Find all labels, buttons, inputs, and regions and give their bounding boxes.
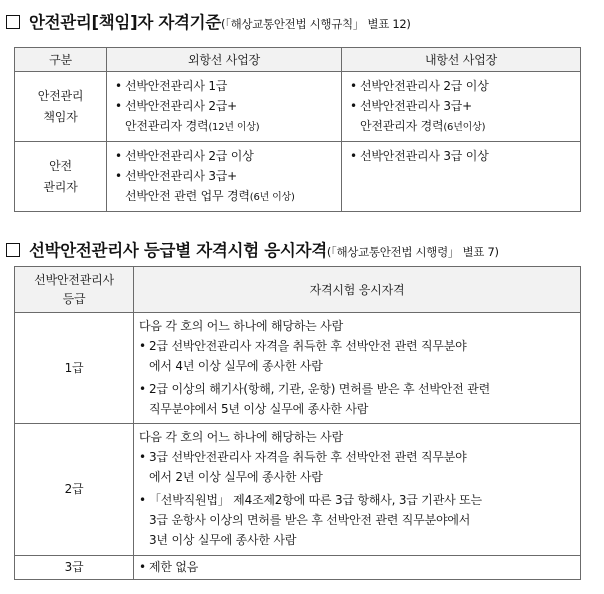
coastal-cell xyxy=(342,72,581,142)
table-row xyxy=(15,142,581,212)
list-item: • 선박안전관리사 2급 이상 xyxy=(350,76,574,96)
header-grade: 선박안전관리사 등급 xyxy=(15,267,134,313)
qualification-cell: 다음 각 호의 어느 하나에 해당하는 사람 • 2급 선박안전관리사 자격을 취득한 후 선박안전 관련 직무분야 에서 4년 이상 실무에 종사한 사람 • 2급 이상의 해기사(항해, 기관, 운항) 면허를 받은 후 선박안전 관련 직무분야에서 5년 이상 실무에 종사한 사람 xyxy=(134,313,581,424)
grade-cell: 1급 xyxy=(15,313,134,424)
qualification-cell xyxy=(134,556,581,580)
checkbox-square-icon xyxy=(6,243,20,257)
ocean-cell xyxy=(107,142,342,212)
table-row xyxy=(15,72,581,142)
section2-heading xyxy=(6,237,499,261)
list-item: • 선박안전관리사 1급 xyxy=(115,76,335,96)
header-coastal: 내항선 사업장 xyxy=(342,48,581,72)
list-item: • 선박안전관리사 3급+ xyxy=(115,166,335,186)
list-item: • 선박안전관리사 2급 이상 xyxy=(115,146,335,166)
section2-title: 선박안전관리사 등급별 자격시험 응시자격 xyxy=(29,241,327,260)
section2-table xyxy=(14,266,581,580)
list-item: • 2급 선박안전관리사 자격을 취득한 후 선박안전 관련 직무분야 에서 4년 이상 실무에 종사한 사람 xyxy=(139,336,574,376)
list-item: • 선박안전관리사 2급+ xyxy=(115,96,335,116)
checkbox-square-icon xyxy=(6,15,20,29)
list-item-continuation: 안전관리자 경력(6년이상) xyxy=(360,119,486,133)
coastal-cell xyxy=(342,142,581,212)
list-item-continuation: 안전관리자 경력(12년 이상) xyxy=(125,119,260,133)
list-item: • 선박안전관리사 3급+ xyxy=(350,96,574,116)
ocean-cell xyxy=(107,72,342,142)
table-row xyxy=(15,313,581,424)
header-category: 구분 xyxy=(15,48,107,72)
table-row xyxy=(15,556,581,580)
list-item: • 「선박직원법」 제4조제2항에 따른 3급 항해사, 3급 기관사 또는 3급 운항사 이상의 면허를 받은 후 선박안전 관련 직무분야에서 3년 이상 실무에 종사한 사람 xyxy=(139,490,574,550)
row-label: 안전관리 책임자 xyxy=(15,72,107,142)
qualification-cell: 다음 각 호의 어느 하나에 해당하는 사람 • 3급 선박안전관리사 자격을 취득한 후 선박안전 관련 직무분야 에서 2년 이상 실무에 종사한 사람 • 「선박직원법」 제4조제2항에 따른 3급 항해사, 3급 기관사 또는 3급 운항사 이상의 면허를 받은 후 선박안전 관련 직무분야에서 3년 이상 실무에 종사한 사람 xyxy=(134,424,581,556)
list-item: • 3급 선박안전관리사 자격을 취득한 후 선박안전 관련 직무분야 에서 2년 이상 실무에 종사한 사람 xyxy=(139,447,574,487)
table-row xyxy=(15,424,581,556)
section1-heading xyxy=(6,9,411,33)
header-qualification: 자격시험 응시자격 xyxy=(134,267,581,313)
grade-cell: 2급 xyxy=(15,424,134,556)
section1-table xyxy=(14,47,581,212)
header-ocean: 외항선 사업장 xyxy=(107,48,342,72)
list-item-continuation: 선박안전 관련 업무 경력(6년 이상) xyxy=(125,189,295,203)
list-item: • 2급 이상의 해기사(항해, 기관, 운항) 면허를 받은 후 선박안전 관련 직무분야에서 5년 이상 실무에 종사한 사람 xyxy=(139,379,574,419)
section2-source: (「해상교통안전법 시행령」 별표 7) xyxy=(326,245,499,259)
section1-title: 안전관리[책임]자 자격기준 xyxy=(29,13,221,32)
list-item: • 제한 없음 xyxy=(139,557,574,577)
list-item: • 선박안전관리사 3급 이상 xyxy=(350,146,574,166)
section1-source: (「해상교통안전법 시행규칙」 별표 12) xyxy=(220,17,411,31)
grade-cell: 3급 xyxy=(15,556,134,580)
row-label: 안전 관리자 xyxy=(15,142,107,212)
